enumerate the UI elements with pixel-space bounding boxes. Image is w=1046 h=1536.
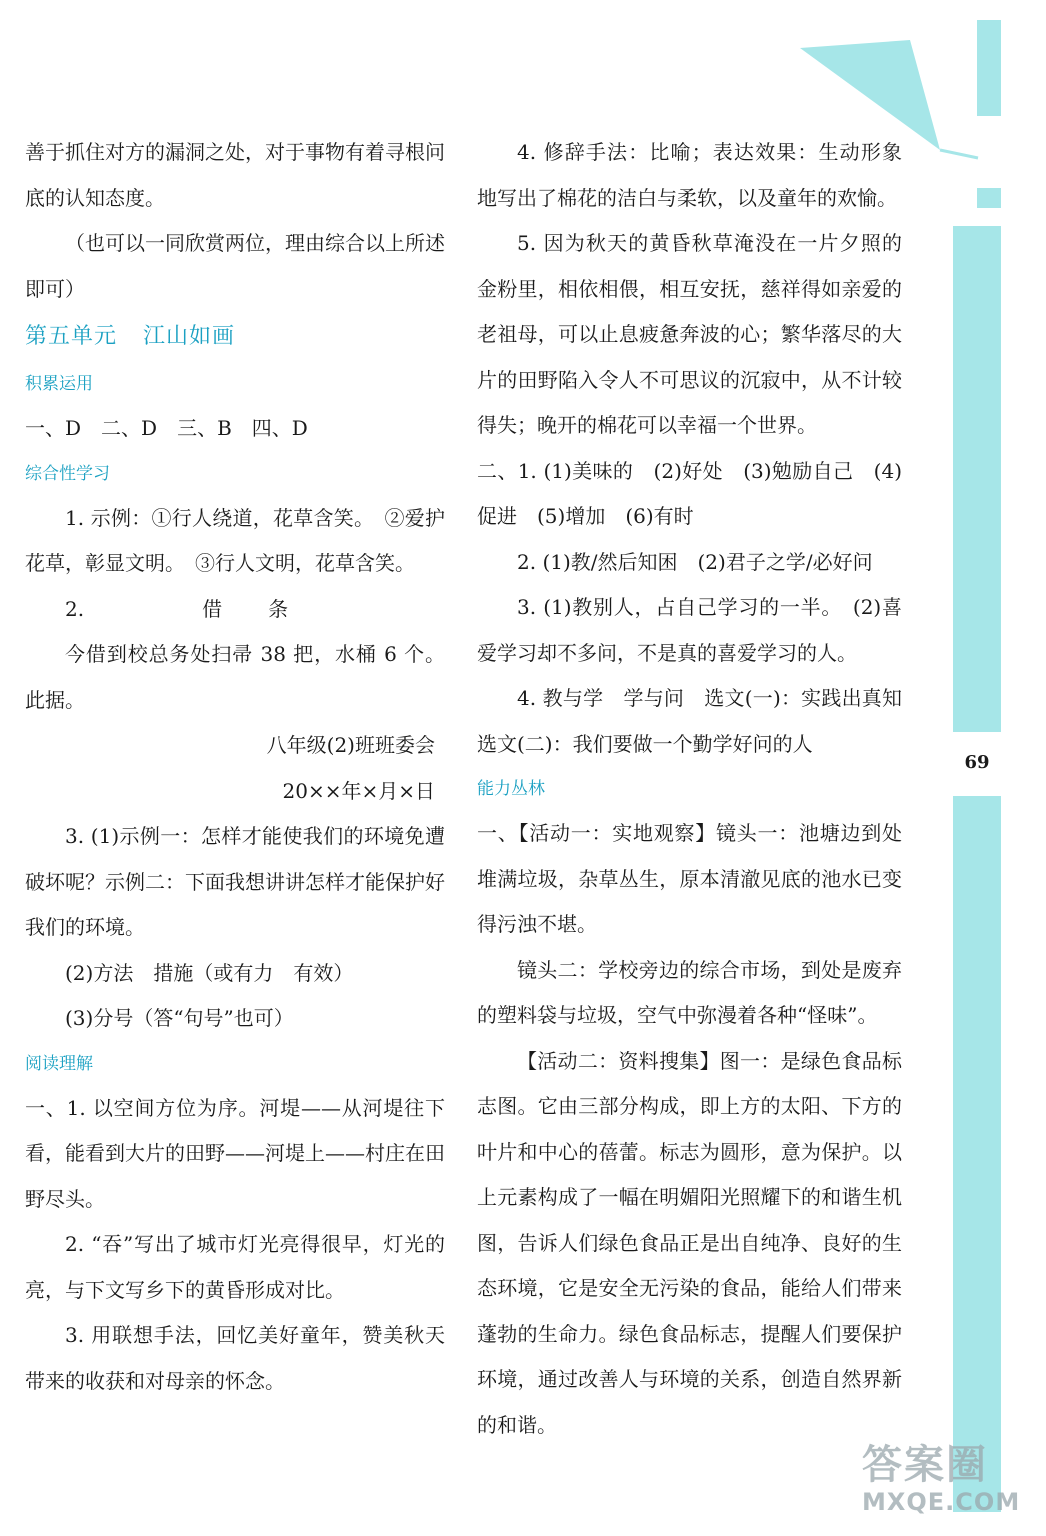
right-column	[477, 130, 922, 1448]
iou-note-title	[25, 587, 445, 633]
answer-paragraph: 善于抓住对方的漏洞之处，对于事物有着寻根问底的认知态度。	[25, 140, 445, 210]
unit-title-name: 江山如画	[143, 324, 236, 349]
answer-paragraph: 2. “吞”写出了城市灯光亮得很早，灯光的亮，与下文写乡下的黄昏形成对比。	[25, 1232, 445, 1302]
answer-paragraph: 一、D 二、D 三、B 四、D	[25, 416, 308, 440]
signature-line: 八年级(2)班班委会	[266, 733, 435, 757]
answer-paragraph: 二、1. (1)美味的 (2)好处 (3)勉励自己 (4)促进 (5)增加 (6)有时	[477, 458, 902, 528]
iou-title-char: 条	[268, 596, 289, 621]
iou-title-char: 借	[202, 596, 223, 621]
answer-paragraph: （也可以一同欣赏两位，理由综合以上所述即可）	[25, 231, 445, 301]
side-decoration-bar-main	[953, 226, 1001, 732]
answer-paragraph: (2)方法 措施（或有力 有效）	[65, 960, 354, 985]
section-heading: 积累运用	[25, 374, 93, 394]
section-heading: 阅读理解	[25, 1053, 93, 1074]
answer-paragraph: 镜头二：学校旁边的综合市场，到处是废弃的塑料袋与垃圾，空气中弥漫着各种“怪味”。	[477, 957, 902, 1027]
left-column	[25, 130, 445, 1404]
answer-paragraph: 4. 修辞手法：比喻；表达效果：生动形象地写出了棉花的洁白与柔软，以及童年的欢愉。	[477, 140, 902, 210]
unit-title	[25, 314, 445, 360]
answer-paragraph: 2. (1)教/然后知困 (2)君子之学/必好问	[517, 549, 873, 574]
answer-paragraph: 一、【活动一：实地观察】镜头一：池塘边到处堆满垃圾，杂草丛生，原本清澈见底的池水已变得污浊不堪。	[477, 821, 902, 936]
answer-paragraph: 一、1. 以空间方位为序。河堤——从河堤往下看，能看到大片的田野——河堤上——村庄在田野尽头。	[25, 1095, 445, 1211]
answer-paragraph: 【活动二：资料搜集】图一：是绿色食品标志图。它由三部分构成，即上方的太阳、下方的叶片和中心的蓓蕾。标志为圆形，意为保护。以上元素构成了一幅在明媚阳光照耀下的和谐生机图，告诉人们绿色食品正是出自纯净、良好的生态环境，它是安全无污染的食品，能给人们带来蓬勃的生命力。绿色食品标志，提醒人们要保护环境，通过改善人与环境的关系，创造自然界新的和谐。	[477, 1048, 902, 1437]
side-decoration-bar-segment	[977, 188, 1001, 208]
watermark-logo	[862, 1442, 1020, 1516]
side-decoration-bar-lower	[953, 796, 1001, 1512]
unit-title-number: 第五单元	[25, 324, 118, 349]
side-decoration-bar-top	[977, 20, 1001, 116]
item-number: 2.	[65, 596, 85, 621]
answer-paragraph: (3)分号（答“句号”也可）	[65, 1006, 294, 1030]
answer-paragraph: 3. 用联想手法，回忆美好童年，赞美秋天带来的收获和对母亲的怀念。	[25, 1323, 445, 1393]
answer-paragraph: 3. (1)示例一：怎样才能使我们的环境免遭破坏呢？示例二：下面我想讲讲怎样才能保护好我们的环境。	[25, 824, 445, 939]
answer-paragraph: 1. 示例：①行人绕道，花草含笑。 ②爱护花草，彰显文明。 ③行人文明，花草含笑。	[25, 505, 445, 575]
answer-paragraph: 4. 教与学 学与问 选文(一)：实践出真知 选文(二)：我们要做一个勤学好问的人	[477, 686, 922, 756]
page-number: 69	[964, 752, 990, 773]
signature-line: 20××年×月×日	[282, 778, 435, 803]
answer-paragraph: 今借到校总务处扫帚 38 把，水桶 6 个。此据。	[25, 642, 445, 712]
section-heading: 综合性学习	[25, 463, 110, 484]
section-heading: 能力丛林	[477, 779, 545, 799]
answer-paragraph: 3. (1)教别人，占自己学习的一半。 (2)喜爱学习却不多问，不是真的喜爱学习的人。	[477, 595, 902, 665]
watermark-text-cn: 答案圈	[862, 1442, 988, 1488]
answer-paragraph: 5. 因为秋天的黄昏秋草淹没在一片夕照的金粉里，相依相偎，相互安抚，慈祥得如亲爱的老祖母，可以止息疲惫奔波的心；繁华落尽的大片的田野陷入令人不可思议的沉寂中，从不计较得失；晚开的棉花可以幸福一个世界。	[477, 231, 902, 437]
watermark-text-en: MXQE.COM	[862, 1488, 1021, 1516]
